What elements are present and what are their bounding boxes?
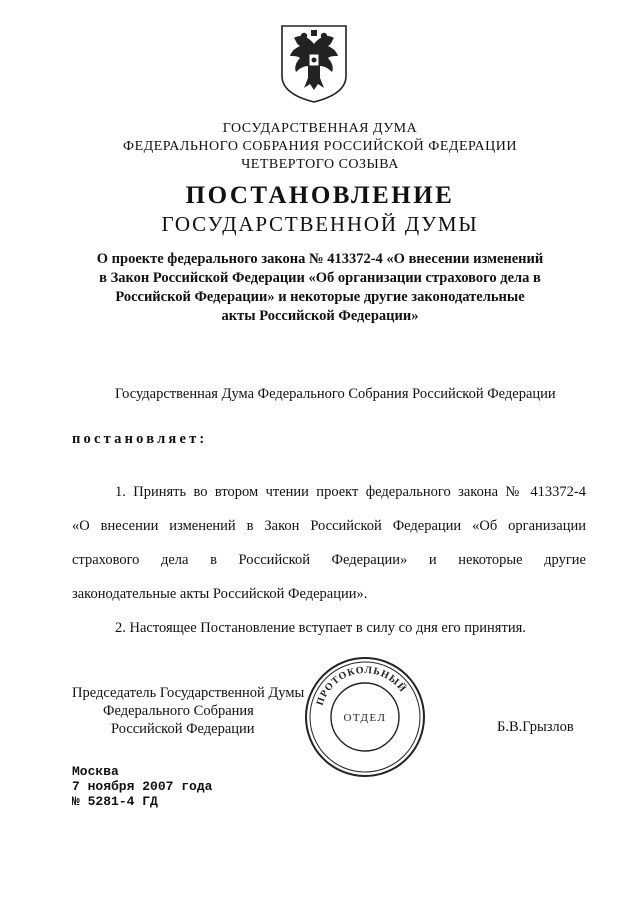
item1-line-4: законодательные акты Российской Федерации». bbox=[72, 586, 368, 602]
city: Москва bbox=[72, 764, 119, 779]
subject-line-3: Российской Федерации» и некоторые другие законодательные bbox=[115, 289, 525, 305]
org-line-3: ЧЕТВЕРТОГО СОЗЫВА bbox=[241, 157, 399, 172]
resolves-word: постановляет: bbox=[72, 431, 208, 447]
preamble: Государственная Дума Федерального Собрания Российской Федерации bbox=[115, 386, 556, 402]
item1-line-1: 1. Принять во втором чтении проект федерального закона № 413372-4 bbox=[115, 484, 586, 500]
document-subtitle: ГОСУДАРСТВЕННОЙ ДУМЫ bbox=[161, 212, 479, 236]
date: 7 ноября 2007 года bbox=[72, 779, 213, 794]
document-title: ПОСТАНОВЛЕНИЕ bbox=[185, 182, 455, 209]
item1-line-2: «О внесении изменений в Закон Российской Федерации «Об организации bbox=[72, 518, 586, 534]
signatory-name: Б.В.Грызлов bbox=[497, 719, 574, 735]
document-number: № 5281-4 ГД bbox=[72, 794, 158, 809]
subject-line-2: в Закон Российской Федерации «Об организации страхового дела в bbox=[99, 270, 541, 286]
org-line-2: ФЕДЕРАЛЬНОГО СОБРАНИЯ РОССИЙСКОЙ ФЕДЕРАЦИИ bbox=[123, 139, 517, 154]
stamp-center-text: ОТДЕЛ bbox=[343, 712, 387, 724]
item2: 2. Настоящее Постановление вступает в силу со дня его принятия. bbox=[115, 620, 526, 636]
official-stamp bbox=[303, 655, 427, 779]
subject-line-4: акты Российской Федерации» bbox=[221, 308, 419, 324]
double-headed-eagle-icon bbox=[278, 22, 350, 104]
stamp-ring-text: ПРОТОКОЛЬНЫЙ bbox=[314, 664, 409, 708]
signatory-position-line-3: Российской Федерации bbox=[111, 721, 255, 737]
org-line-1: ГОСУДАРСТВЕННАЯ ДУМА bbox=[222, 121, 418, 136]
signatory-position-line-1: Председатель Государственной Думы bbox=[72, 685, 305, 701]
signatory-position-line-2: Федерального Собрания bbox=[103, 703, 254, 719]
subject-line-1: О проекте федерального закона № 413372-4 «О внесении изменений bbox=[96, 251, 544, 267]
item1-line-3: страхового дела в Российской Федерации» и некоторые другие bbox=[72, 552, 586, 568]
